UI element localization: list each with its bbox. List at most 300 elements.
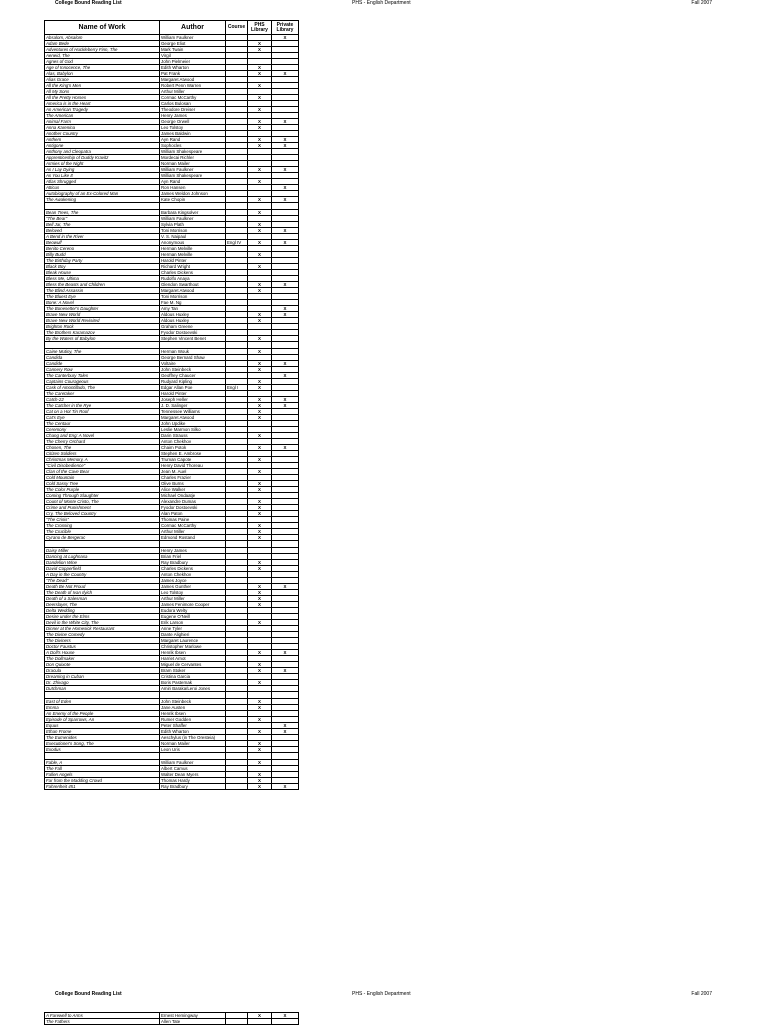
private-library-cell — [272, 342, 299, 349]
reading-list-table-2 — [44, 1012, 299, 1025]
work-cell: The Caretaker — [45, 391, 160, 397]
phs-library-cell: X — [248, 505, 272, 511]
author-cell: Jean M. Auel — [160, 469, 226, 475]
private-library-cell — [272, 692, 299, 699]
author-cell: Charles Dickens — [160, 270, 226, 276]
phs-library-cell: X — [248, 433, 272, 439]
author-cell: Virgil — [160, 53, 226, 59]
phs-library-cell: X — [248, 705, 272, 711]
author-cell: Brian Friel — [160, 554, 226, 560]
work-cell: Fallen Angels — [45, 772, 160, 778]
work-cell: The Color Purple — [45, 487, 160, 493]
work-cell: Death Be Not Proud — [45, 584, 160, 590]
author-cell: Sylvia Plath — [160, 222, 226, 228]
work-cell: Cat on a Hot Tin Roof — [45, 409, 160, 415]
phs-library-cell: X — [248, 469, 272, 475]
author-cell: James Gunther — [160, 584, 226, 590]
author-cell: William Faulkner — [160, 216, 226, 222]
work-cell: Episode of Sparrows, An — [45, 717, 160, 723]
author-cell: Alice Walker — [160, 487, 226, 493]
phs-library-cell: X — [248, 210, 272, 216]
author-cell: Anonymous — [160, 240, 226, 246]
table-row — [45, 620, 299, 626]
work-cell: Apprenticeship of Duddy Kravitz — [45, 155, 160, 161]
course-cell — [226, 692, 248, 699]
author-cell: Margaret Atwood — [160, 415, 226, 421]
private-library-cell: X — [272, 197, 299, 203]
private-library-cell: X — [272, 729, 299, 735]
author-cell: Michael Ondaatje — [160, 493, 226, 499]
work-cell: "Civil Disobedience" — [45, 463, 160, 469]
work-cell: Bone: A Novel — [45, 300, 160, 306]
author-cell: Anton Chekhov — [160, 572, 226, 578]
table-row — [45, 107, 299, 113]
phs-library-cell: X — [248, 445, 272, 451]
work-cell: Benito Cereno — [45, 246, 160, 252]
author-cell: Robert Penn Warren — [160, 83, 226, 89]
work-cell: An Enemy of the People — [45, 711, 160, 717]
private-library-cell: X — [272, 240, 299, 246]
phs-library-cell: X — [248, 47, 272, 53]
work-cell: The Blind Assassin — [45, 288, 160, 294]
phs-library-cell: X — [248, 312, 272, 318]
phs-library-cell: X — [248, 83, 272, 89]
phs-library-cell: X — [248, 252, 272, 258]
author-cell: Jane Austen — [160, 705, 226, 711]
phs-library-cell: X — [248, 95, 272, 101]
author-cell: Chaim Potok — [160, 445, 226, 451]
phs-library-cell — [248, 342, 272, 349]
table-row — [45, 203, 299, 210]
author-cell: Bram Stoker — [160, 668, 226, 674]
table-row — [45, 336, 299, 342]
work-column-header: Name of Work — [45, 21, 160, 35]
work-cell: Desire under the Elms — [45, 614, 160, 620]
private-library-cell: X — [272, 228, 299, 234]
work-cell: The Brothers Karamazov — [45, 330, 160, 336]
author-cell: Kate Chopin — [160, 197, 226, 203]
author-cell: Arthur Miller — [160, 529, 226, 535]
private-library-cell: X — [272, 650, 299, 656]
author-cell: Ayn Rand — [160, 137, 226, 143]
author-cell: Alexandre Dumas — [160, 499, 226, 505]
author-cell: Margaret Atwood — [160, 288, 226, 294]
private-library-cell: X — [272, 445, 299, 451]
table-row — [45, 95, 299, 101]
private-library-cell: X — [272, 397, 299, 403]
work-cell: The Catcher in the Rye — [45, 403, 160, 409]
course-cell: Engl I — [226, 385, 248, 391]
work-cell: Bean Trees, The — [45, 210, 160, 216]
phs-library-cell: X — [248, 668, 272, 674]
table-row — [45, 717, 299, 723]
work-cell: Antigone — [45, 143, 160, 149]
author-cell: Richard Wright — [160, 264, 226, 270]
author-cell: Charles Frazier — [160, 475, 226, 481]
work-cell: The Birthday Party — [45, 258, 160, 264]
phs-library-column-header: PHS Library — [248, 21, 272, 35]
private-library-cell: X — [272, 403, 299, 409]
work-cell: Bless Me, Ultima — [45, 276, 160, 282]
author-cell: William Shakespeare — [160, 149, 226, 155]
author-cell: Miguel de Cervantes — [160, 662, 226, 668]
phs-library-cell: X — [248, 318, 272, 324]
work-cell: Crime and Punishment — [45, 505, 160, 511]
work-cell: An American Tragedy — [45, 107, 160, 113]
work-cell: Animal Farm — [45, 119, 160, 125]
phs-library-cell: X — [248, 240, 272, 246]
author-cell: Joseph Heller — [160, 397, 226, 403]
work-cell: Anna Karenina — [45, 125, 160, 131]
private-library-cell: X — [272, 282, 299, 288]
private-library-cell: X — [272, 137, 299, 143]
phs-library-cell: X — [248, 379, 272, 385]
work-cell: Cannery Row — [45, 367, 160, 373]
work-cell: Anthem — [45, 137, 160, 143]
author-cell: Aldous Huxley — [160, 318, 226, 324]
author-cell: Anne Tyler — [160, 626, 226, 632]
phs-library-cell: X — [248, 41, 272, 47]
phs-library-cell: X — [248, 602, 272, 608]
author-cell: Edmond Rostand — [160, 535, 226, 541]
author-cell: Christopher Marlowe — [160, 644, 226, 650]
header-title: College Bound Reading List — [55, 0, 122, 6]
course-cell — [226, 203, 248, 210]
work-cell: As You Like It — [45, 173, 160, 179]
work-cell: Christmas Memory, A — [45, 457, 160, 463]
table-row — [45, 1013, 299, 1019]
author-cell: Cormac McCarthy — [160, 523, 226, 529]
author-cell — [160, 203, 226, 210]
phs-library-cell: X — [248, 760, 272, 766]
work-cell: Dr. Zhivago — [45, 680, 160, 686]
author-cell: Norman Mailer — [160, 161, 226, 167]
work-cell: The Cherry Orchard — [45, 439, 160, 445]
phs-library-cell: X — [248, 747, 272, 753]
work-cell: Black Boy — [45, 264, 160, 270]
author-cell: Stephen E. Ambrose — [160, 451, 226, 457]
phs-library-cell: X — [248, 772, 272, 778]
work-cell: The Crucible — [45, 529, 160, 535]
work-cell: The Fall — [45, 766, 160, 772]
work-cell: Ceremony — [45, 427, 160, 433]
author-cell: Erik Larson — [160, 620, 226, 626]
work-cell: A Doll's House — [45, 650, 160, 656]
author-cell: Eugene O'Neill — [160, 614, 226, 620]
phs-library-cell: X — [248, 620, 272, 626]
work-cell: Caine Mutiny, The — [45, 349, 160, 355]
phs-library-cell: X — [248, 680, 272, 686]
work-cell: A Day in the Country — [45, 572, 160, 578]
work-cell: Bell Jar, The — [45, 222, 160, 228]
author-cell: Rudolfo Anaya — [160, 276, 226, 282]
work-cell: Executioner's Song, The — [45, 741, 160, 747]
table-row — [45, 457, 299, 463]
phs-library-cell: X — [248, 1013, 272, 1019]
private-library-cell: X — [272, 143, 299, 149]
author-cell: Arthur Miller — [160, 89, 226, 95]
work-cell: All My Sons — [45, 89, 160, 95]
table-row — [45, 342, 299, 349]
author-cell: Aeschylus (in The Oresteia) — [160, 735, 226, 741]
private-library-cell: X — [272, 361, 299, 367]
author-cell: Pat Frank — [160, 71, 226, 77]
table-row — [45, 65, 299, 71]
table-header-row — [45, 21, 299, 35]
work-cell: The Crossing — [45, 523, 160, 529]
private-library-cell: X — [272, 668, 299, 674]
author-cell: Henrik Ibsen — [160, 650, 226, 656]
header-title: College Bound Reading List — [55, 991, 122, 997]
work-cell: Devil in the White City, The — [45, 620, 160, 626]
work-cell: The Canterbury Tales — [45, 373, 160, 379]
work-cell: Cyrano de Bergerac — [45, 535, 160, 541]
phs-library-cell: X — [248, 699, 272, 705]
work-cell: Ethan Frome — [45, 729, 160, 735]
author-cell: Herman Melville — [160, 246, 226, 252]
reading-list-table — [44, 20, 299, 790]
author-cell: James Joyce — [160, 578, 226, 584]
author-cell: James Fenimore Cooper — [160, 602, 226, 608]
author-cell: Henrik Ibsen — [160, 711, 226, 717]
author-cell: Toni Morrison — [160, 294, 226, 300]
phs-library-cell: X — [248, 397, 272, 403]
work-cell: David Copperfield — [45, 566, 160, 572]
private-library-cell: X — [272, 167, 299, 173]
author-cell: John Updike — [160, 421, 226, 427]
work-cell: Equus — [45, 723, 160, 729]
table-row — [45, 385, 299, 391]
author-cell: James Baldwin — [160, 131, 226, 137]
phs-library-cell: X — [248, 560, 272, 566]
author-cell: Ayn Rand — [160, 179, 226, 185]
work-cell: The American — [45, 113, 160, 119]
author-cell: John Steinbeck — [160, 699, 226, 705]
author-cell — [160, 541, 226, 548]
work-cell — [45, 692, 160, 699]
author-cell: George Orwell — [160, 119, 226, 125]
author-cell: Allen Tate — [160, 1019, 226, 1025]
phs-library-cell: X — [248, 596, 272, 602]
work-cell: Dreaming in Cuban — [45, 674, 160, 680]
author-cell: Henry James — [160, 113, 226, 119]
work-cell: The Diviners — [45, 638, 160, 644]
phs-library-cell: X — [248, 264, 272, 270]
author-cell: Herman Wouk — [160, 349, 226, 355]
author-cell: Henry James — [160, 548, 226, 554]
author-cell: J. D. Salinger — [160, 403, 226, 409]
author-cell: Dante Alighieri — [160, 632, 226, 638]
work-cell: Cold Sassy Tree — [45, 481, 160, 487]
author-cell: Voltaire — [160, 361, 226, 367]
work-cell: A Bend in the River — [45, 234, 160, 240]
author-cell: Margaret Laurence — [160, 638, 226, 644]
table-row — [45, 584, 299, 590]
author-cell: Edith Wharton — [160, 729, 226, 735]
author-cell: Leslie Marmon Silko — [160, 427, 226, 433]
author-cell: Aldous Huxley — [160, 312, 226, 318]
author-cell: Theodore Dreiser — [160, 107, 226, 113]
author-cell: John Steinbeck — [160, 367, 226, 373]
author-cell: Fyodor Dostoevski — [160, 505, 226, 511]
author-cell: Charles Dickens — [160, 566, 226, 572]
author-cell: Alan Paton — [160, 511, 226, 517]
work-cell: The Bonesetter's Daughter — [45, 306, 160, 312]
course-cell — [226, 541, 248, 548]
work-cell: The Eumenides — [45, 735, 160, 741]
table-row — [45, 784, 299, 790]
author-cell: Sophocles — [160, 143, 226, 149]
phs-library-cell: X — [248, 367, 272, 373]
table-body — [45, 1013, 299, 1025]
work-cell: Bleak House — [45, 270, 160, 276]
phs-library-cell: X — [248, 107, 272, 113]
page-header-2 — [55, 990, 712, 998]
work-cell: Citizen Soldiers — [45, 451, 160, 457]
table-row — [45, 469, 299, 475]
phs-library-cell: X — [248, 487, 272, 493]
author-cell: Albert Camus — [160, 766, 226, 772]
work-cell — [45, 541, 160, 548]
phs-library-cell: X — [248, 523, 272, 529]
work-cell: Coming Through Slaughter — [45, 493, 160, 499]
work-cell: Age of Innocence, The — [45, 65, 160, 71]
author-cell: Amy Tan — [160, 306, 226, 312]
phs-library-cell — [248, 203, 272, 210]
table-row — [45, 379, 299, 385]
private-library-cell: X — [272, 312, 299, 318]
author-cell: Thomas Hardy — [160, 778, 226, 784]
table-row — [45, 535, 299, 541]
table-row — [45, 409, 299, 415]
header-term: Fall 2007 — [691, 991, 712, 997]
table-row — [45, 590, 299, 596]
phs-library-cell: X — [248, 566, 272, 572]
work-cell: Cry, The Beloved Country — [45, 511, 160, 517]
work-cell: All the King's Men — [45, 83, 160, 89]
author-cell: Stephen Vincent Benet — [160, 336, 226, 342]
author-cell: Mark Twain — [160, 47, 226, 53]
table-row — [45, 505, 299, 511]
phs-library-cell: X — [248, 784, 272, 790]
author-cell: Ernest Hemingway — [160, 1013, 226, 1019]
work-cell: Absalom, Absalom — [45, 35, 160, 41]
work-cell: Aeneid, The — [45, 53, 160, 59]
work-cell: Death of a Salesman — [45, 596, 160, 602]
phs-library-cell: X — [248, 143, 272, 149]
course-cell — [226, 753, 248, 760]
private-library-cell: X — [272, 784, 299, 790]
work-cell: "The Bear" — [45, 216, 160, 222]
author-cell: V. S. Naipaul — [160, 234, 226, 240]
table-row — [45, 47, 299, 53]
author-cell: Harriet Arnot — [160, 656, 226, 662]
table-row — [45, 741, 299, 747]
author-cell: Fyodor Dostoevski — [160, 330, 226, 336]
table-row — [45, 433, 299, 439]
author-cell: Walter Dean Myers — [160, 772, 226, 778]
private-library-cell: X — [272, 723, 299, 729]
work-cell: The Centaur — [45, 421, 160, 427]
work-cell: Atticus — [45, 185, 160, 191]
table-row — [45, 596, 299, 602]
work-cell: Daisy Miller — [45, 548, 160, 554]
work-cell: Beowulf — [45, 240, 160, 246]
work-cell — [45, 753, 160, 760]
author-cell: Ray Bradbury — [160, 560, 226, 566]
work-cell: Armies of the Night — [45, 161, 160, 167]
author-cell: Toni Morrison — [160, 228, 226, 234]
author-cell: James Weldon Johnson — [160, 191, 226, 197]
table-row — [45, 288, 299, 294]
table-body — [45, 35, 299, 790]
work-cell — [45, 342, 160, 349]
author-cell: Tennessee Williams — [160, 409, 226, 415]
course-cell — [226, 342, 248, 349]
work-cell: Another Country — [45, 131, 160, 137]
phs-library-cell: X — [248, 535, 272, 541]
phs-library-cell: X — [248, 336, 272, 342]
author-cell: Edgar Allan Poe — [160, 385, 226, 391]
work-cell: East of Eden — [45, 699, 160, 705]
private-library-cell: X — [272, 306, 299, 312]
phs-library-cell: X — [248, 590, 272, 596]
author-cell: Norman Mailer — [160, 741, 226, 747]
header-department: PHS - English Department — [352, 0, 411, 6]
private-library-cell: X — [272, 35, 299, 41]
phs-library-cell — [248, 692, 272, 699]
author-cell: Amiri Baraka/Leroi Jones — [160, 686, 226, 692]
work-cell: Atlas Shrugged — [45, 179, 160, 185]
course-cell: Engl IV — [226, 240, 248, 246]
work-cell: Deerslayer, The — [45, 602, 160, 608]
author-cell: William Shakespeare — [160, 173, 226, 179]
author-cell: Edith Wharton — [160, 65, 226, 71]
author-cell: Cristina Garcia — [160, 674, 226, 680]
work-cell: Cask of Amontillado, The — [45, 385, 160, 391]
author-cell: Henry David Thoreau — [160, 463, 226, 469]
author-cell: Anton Chekhov — [160, 439, 226, 445]
author-cell: Truman Capote — [160, 457, 226, 463]
phs-library-cell: X — [248, 167, 272, 173]
phs-library-cell: X — [248, 741, 272, 747]
work-cell: Emma — [45, 705, 160, 711]
phs-library-cell: X — [248, 662, 272, 668]
author-cell: William Faulkner — [160, 35, 226, 41]
private-library-cell — [272, 203, 299, 210]
work-cell: "The Dead" — [45, 578, 160, 584]
table-row — [45, 778, 299, 784]
phs-library-cell: X — [248, 179, 272, 185]
table-row — [45, 499, 299, 505]
course-column-header: Course — [226, 21, 248, 35]
phs-library-cell: X — [248, 415, 272, 421]
author-cell — [160, 753, 226, 760]
private-library-column-header: Private Library — [272, 21, 299, 35]
table-row — [45, 403, 299, 409]
author-cell: Rumer Godden — [160, 717, 226, 723]
work-cell: Catch-22 — [45, 397, 160, 403]
work-cell: Don Quixote — [45, 662, 160, 668]
private-library-cell: X — [272, 119, 299, 125]
work-cell: The Fathers — [45, 1019, 160, 1025]
author-cell: Boris Pasternak — [160, 680, 226, 686]
work-cell: America is in the Heart — [45, 101, 160, 107]
work-cell: Count of Monte Cristo, The — [45, 499, 160, 505]
phs-library-cell: X — [248, 499, 272, 505]
author-cell: Harold Pinter — [160, 391, 226, 397]
author-cell: Glendon Swarthout — [160, 282, 226, 288]
